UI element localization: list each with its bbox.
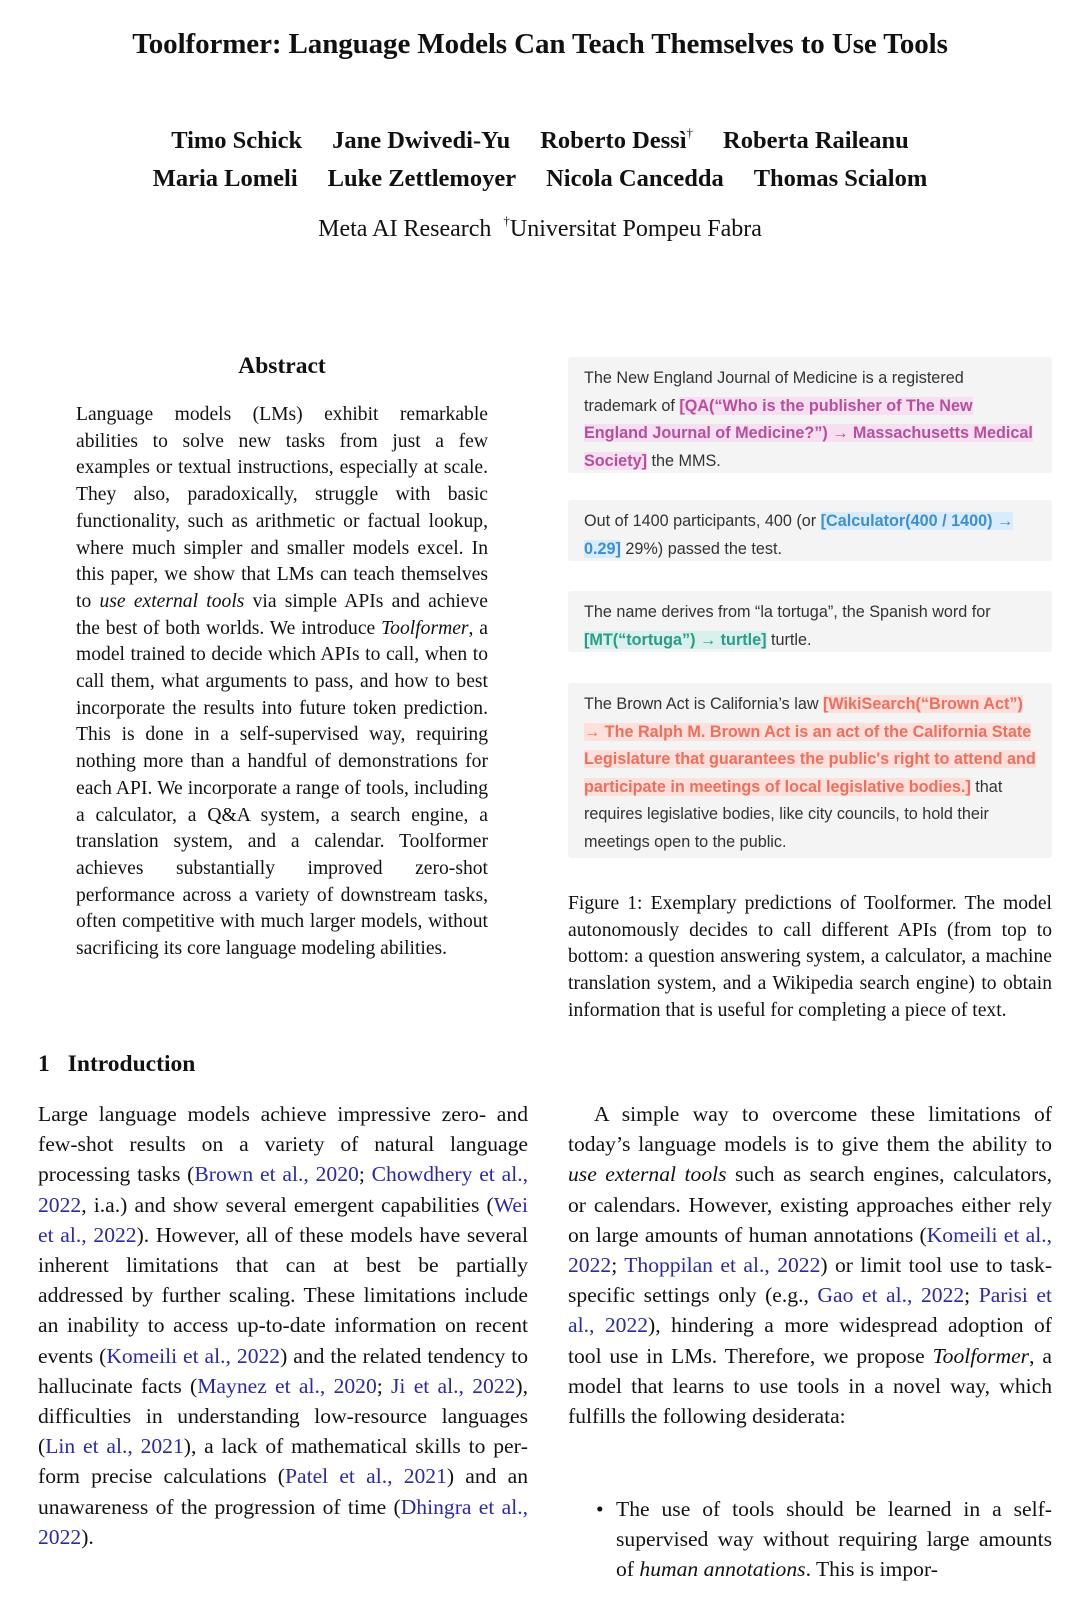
author-name: Timo Schick bbox=[171, 127, 303, 154]
citation-link[interactable]: Dhingra et al., 2022 bbox=[38, 1494, 528, 1549]
abstract-heading: Abstract bbox=[238, 353, 326, 379]
figure-example-calculator: Out of 1400 participants, 400 (or [Calculator(400 / 1400) → 0.29] 29%) passed the test. bbox=[568, 500, 1052, 561]
figure-example-wikisearch: The Brown Act is California’s law [WikiSearch(“Brown Act”) → The Ralph M. Brown Act is an act of the California State Legislature that guarantees the public's right to attend and participate in meetings of local legislative bodies.] that requires legislative bodies, like city councils, to hold their meetings open to the public. bbox=[568, 683, 1052, 858]
affiliations bbox=[0, 213, 1080, 243]
figure-example-translation: The name derives from “la tortuga”, the Spanish word for [MT(“tortuga”) → turtle] turtle. bbox=[568, 591, 1052, 652]
author-name: Jane Dwivedi-Yu bbox=[332, 127, 511, 154]
author-list-row-2 bbox=[0, 165, 1080, 193]
api-call-wikisearch: [WikiSearch(“Brown Act”) → The Ralph M. Brown Act is an act of the California State Legislature that guarantees the public's right to attend and participate in meetings of local legislative bodies.] bbox=[584, 695, 1036, 796]
bullet-text: The use of tools should be learned in a self-supervised way without requiring large amounts of human annotations. This is impor- bbox=[616, 1497, 1052, 1582]
section-heading-introduction bbox=[38, 1051, 195, 1078]
bullet-icon: • bbox=[596, 1497, 604, 1521]
citation-link[interactable]: Gao et al., 2022 bbox=[817, 1283, 965, 1308]
figure-caption: Figure 1: Exemplary predictions of Toolformer. The model autonomously decides to call different APIs (from top to bottom: a question answering system, a calculator, a machine translation system, and a Wikipedia search engine) to obtain information that is useful for completing a piece of text. bbox=[568, 893, 1052, 1021]
author-name: Nicola Cancedda bbox=[546, 165, 724, 192]
citation-link[interactable]: Ji et al., 2022 bbox=[391, 1373, 516, 1398]
introduction-left-column: Large language models achieve impressive zero- and few-shot results on a variety of natural language processing tasks (Brown et al., 2020; Chowdhery et al., 2022, i.a.) and show several emergent capabilities (Wei et al., 2022). However, all of these models have several inherent limitations that can at best be partially addressed by further scaling. These limitations include an inability to access up-to-date information on recent events (Komeili et al., 2022) and the related tendency to hallucinate facts (Maynez et al., 2020; Ji et al., 2022), difficulties in understanding low-resource languages (Lin et al., 2021), a lack of mathematical skills to perform precise calculations (Patel et al., 2021) and an unawareness of the progression of time (Dhingra et al., 2022). bbox=[38, 1102, 529, 1549]
citation-link[interactable]: Wei et al., 2022 bbox=[38, 1192, 528, 1247]
figure-example-qa: The New England Journal of Medicine is a registered trademark of [QA(“Who is the publisher of The New England Journal of Medicine?”) → Massachusetts Medical Society] the MMS. bbox=[568, 357, 1052, 473]
citation-link[interactable]: Maynez et al., 2020 bbox=[197, 1373, 377, 1398]
author-name: Luke Zettlemoyer bbox=[327, 165, 517, 192]
api-call-mt: [MT(“tortuga”) → turtle] bbox=[584, 630, 767, 649]
api-call-qa: [QA(“Who is the publisher of The New England Journal of Medicine?”) → Massachusetts Medical Society] bbox=[584, 396, 1033, 470]
citation-link[interactable]: Komeili et al., 2022 bbox=[568, 1222, 1052, 1278]
affiliation-marker: † bbox=[686, 125, 694, 140]
citation-link[interactable]: Komeili et al., 2022 bbox=[106, 1343, 281, 1368]
citation-link[interactable]: Patel et al., 2021 bbox=[284, 1464, 447, 1489]
paper-title: Toolformer: Language Models Can Teach Themselves to Use Tools bbox=[132, 28, 948, 60]
affiliation: Universitat Pompeu Fabra bbox=[509, 216, 762, 242]
author-name: Roberta Raileanu bbox=[723, 127, 909, 154]
citation-link[interactable]: Brown et al., 2020 bbox=[194, 1162, 359, 1187]
desiderata-bullet bbox=[568, 1494, 1052, 1585]
abstract-body: Language models (LMs) exhibit remarkable abilities to solve new tasks from just a few examples or textual instructions, especially at scale. They also, paradoxically, struggle with basic functionality, such as arithmetic or factual lookup, where much simpler and smaller models excel. In this paper, we show that LMs can teach themselves to use external tools via simple APIs and achieve the best of both worlds. We introduce Toolformer, a model trained to decide which APIs to call, when to call them, what arguments to pass, and how to best incorporate the results into future token prediction. This is done in a self-supervised way, requiring nothing more than a handful of demonstrations for each API. We incorporate a range of tools, including a calculator, a Q&A system, a search engine, a translation system, and a calendar. Toolformer achieves substantially improved zero-shot performance across a variety of downstream tasks, often competitive with much larger models, without sacrificing its core language modeling abilities. bbox=[76, 404, 488, 960]
citation-link[interactable]: Thoppilan et al., 2022 bbox=[624, 1253, 821, 1278]
paragraph: A simple way to overcome these limitations of today’s language models is to give them the ability to use external tools such as search engines, calculators, or calendars. However, existing approaches either rely on large amounts of human annotations (Komeili et al., 2022; Thoppilan et al., 2022) or limit tool use to task-specific settings only (e.g., Gao et al., 2022; Parisi et al., 2022), hindering a more widespread adoption of tool use in LMs. Therefore, we propose Toolformer, a model that learns to use tools in a novel way, which fulfills the following desiderata: bbox=[568, 1102, 1053, 1429]
affiliation: Meta AI Research bbox=[318, 216, 492, 242]
api-call-calculator: [Calculator(400 / 1400) → 0.29] bbox=[584, 512, 1014, 558]
section-title: Introduction bbox=[67, 1051, 196, 1077]
affiliation-marker: † bbox=[503, 213, 510, 228]
author-name: Thomas Scialom bbox=[753, 165, 928, 192]
introduction-right-column bbox=[568, 1099, 1052, 1431]
citation-link[interactable]: Chowdhery et al., 2022 bbox=[38, 1162, 529, 1217]
author-list-row-1 bbox=[0, 125, 1080, 155]
citation-link[interactable]: Parisi et al., 2022 bbox=[568, 1283, 1053, 1338]
author-name: Maria Lomeli bbox=[152, 165, 298, 192]
citation-link[interactable]: Lin et al., 2021 bbox=[45, 1434, 184, 1459]
section-number: 1 bbox=[38, 1051, 50, 1077]
author-name: Roberto Dessì† bbox=[540, 125, 694, 154]
